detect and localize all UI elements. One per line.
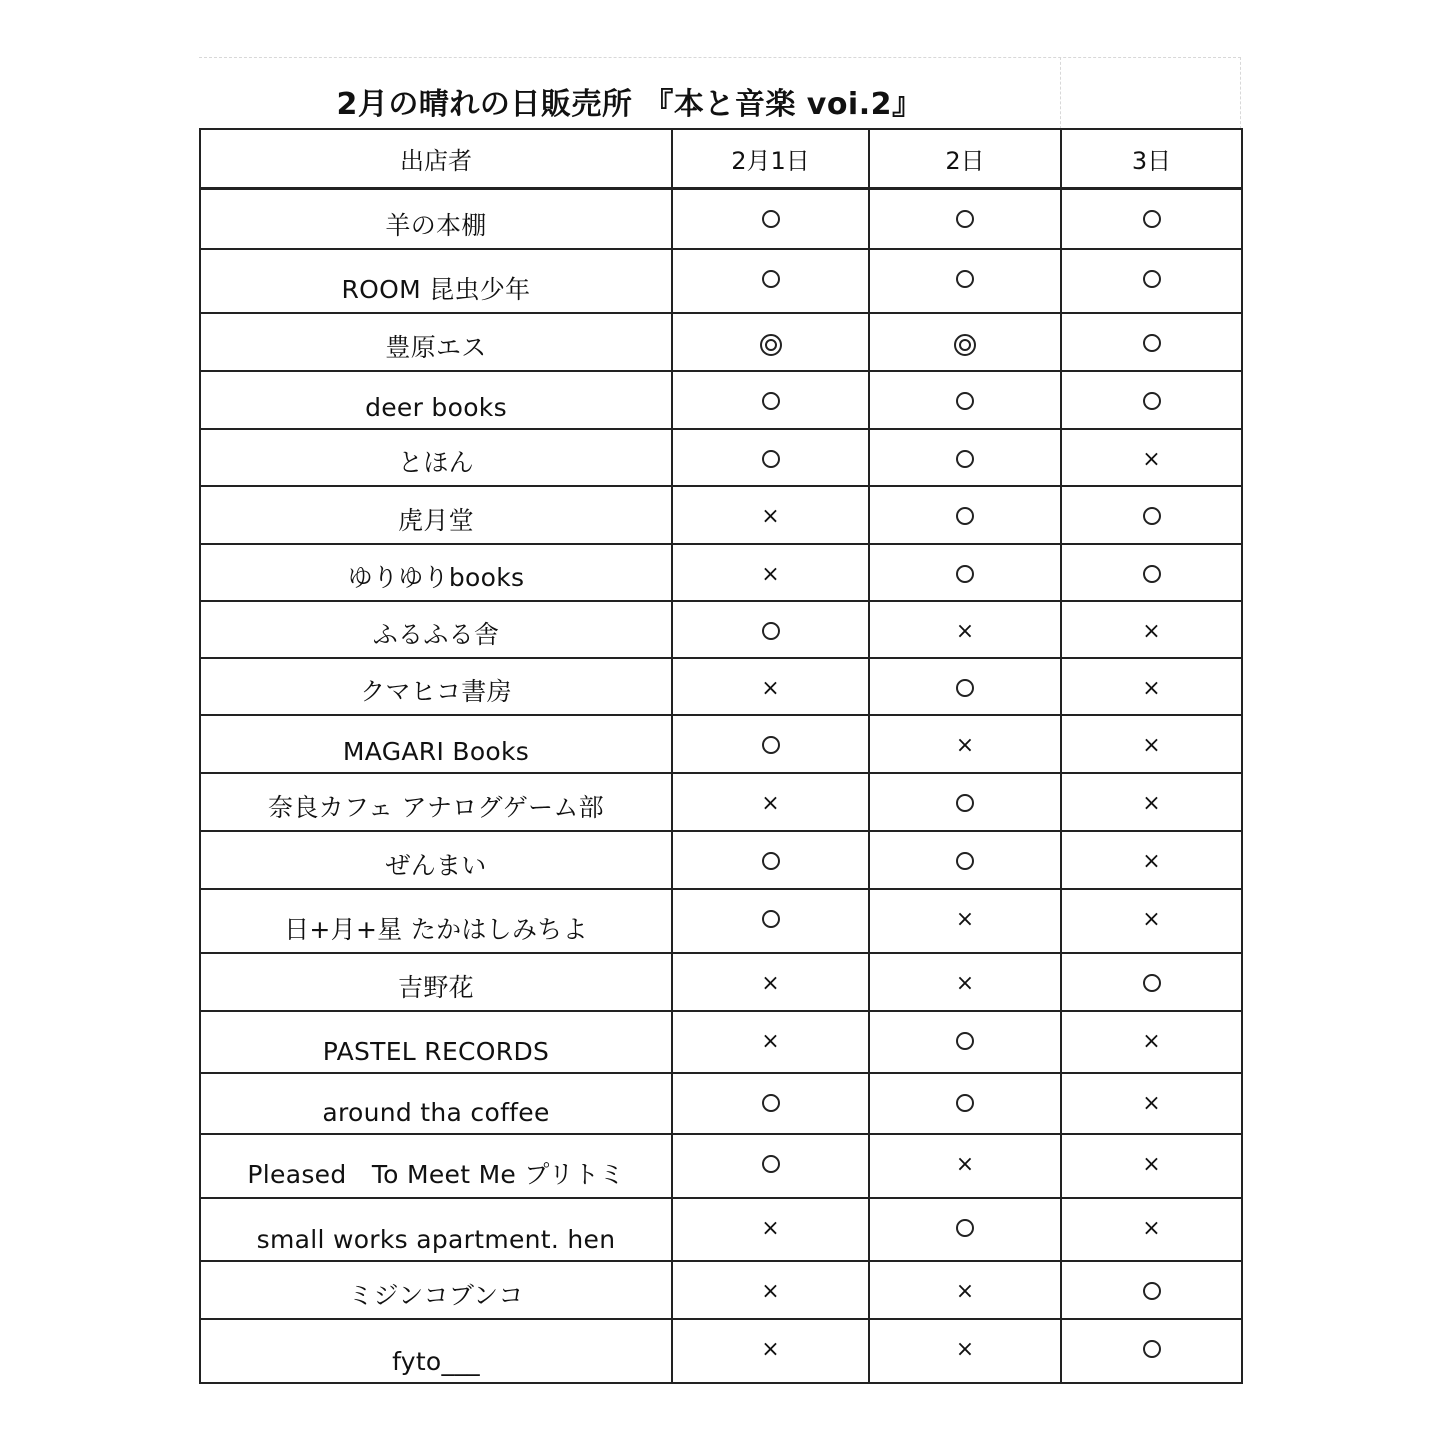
circle-mark bbox=[956, 565, 974, 583]
attendance-day-3-cell bbox=[1061, 1011, 1242, 1073]
attendance-day-3-cell bbox=[1061, 1134, 1242, 1198]
attendance-day-3-cell bbox=[1061, 715, 1242, 773]
vendor-name-cell: 奈良カフェ アナログゲーム部 bbox=[200, 773, 672, 831]
attendance-day-3-cell bbox=[1061, 249, 1242, 313]
vendor-name-cell: MAGARI Books bbox=[200, 715, 672, 773]
circle-mark bbox=[762, 450, 780, 468]
cross-mark: × bbox=[955, 970, 975, 996]
cross-mark: × bbox=[761, 790, 780, 816]
table-row bbox=[200, 831, 1242, 889]
cross-mark: × bbox=[1142, 848, 1161, 874]
attendance-day-2-cell bbox=[869, 601, 1061, 658]
attendance-day-3-cell bbox=[1061, 1261, 1242, 1319]
attendance-day-3-cell bbox=[1061, 189, 1242, 249]
cross-mark: × bbox=[761, 1028, 780, 1054]
attendance-day-2-cell bbox=[869, 953, 1061, 1011]
double-circle-mark bbox=[954, 334, 976, 356]
attendance-day-1-cell bbox=[672, 1261, 869, 1319]
table-row bbox=[200, 1011, 1242, 1073]
table-row bbox=[200, 544, 1242, 601]
double-circle-mark bbox=[760, 334, 782, 356]
vendor-name-cell: small works apartment. hen bbox=[200, 1198, 672, 1261]
cross-mark: × bbox=[1142, 1090, 1161, 1116]
circle-mark bbox=[956, 1094, 974, 1112]
attendance-day-2-cell bbox=[869, 371, 1061, 429]
table-row bbox=[200, 189, 1242, 249]
circle-mark bbox=[762, 852, 780, 870]
circle-mark bbox=[956, 852, 974, 870]
attendance-day-3-cell bbox=[1061, 953, 1242, 1011]
attendance-day-3-cell bbox=[1061, 1198, 1242, 1261]
attendance-day-1-cell bbox=[672, 544, 869, 601]
attendance-day-3-cell bbox=[1061, 773, 1242, 831]
cross-mark: × bbox=[955, 1151, 975, 1177]
header-day-3: 3日 bbox=[1061, 129, 1242, 189]
vendor-name-cell: 虎月堂 bbox=[200, 486, 672, 544]
circle-mark bbox=[1143, 565, 1161, 583]
attendance-day-3-cell bbox=[1061, 889, 1242, 953]
attendance-day-2-cell bbox=[869, 1134, 1061, 1198]
gridline-vertical-2 bbox=[1240, 57, 1241, 129]
attendance-day-2-cell bbox=[869, 544, 1061, 601]
circle-mark bbox=[1143, 1282, 1161, 1300]
table-row bbox=[200, 889, 1242, 953]
attendance-day-2-cell bbox=[869, 1261, 1061, 1319]
table-row bbox=[200, 1261, 1242, 1319]
attendance-day-1-cell bbox=[672, 1011, 869, 1073]
vendor-name-cell: 豊原エス bbox=[200, 313, 672, 371]
circle-mark bbox=[762, 210, 780, 228]
circle-mark bbox=[956, 270, 974, 288]
table-row bbox=[200, 371, 1242, 429]
circle-mark bbox=[762, 392, 780, 410]
vendor-schedule-table bbox=[199, 128, 1243, 1384]
cross-mark: × bbox=[955, 1336, 975, 1362]
cross-mark: × bbox=[1142, 1151, 1161, 1177]
attendance-day-3-cell bbox=[1061, 601, 1242, 658]
attendance-day-3-cell bbox=[1061, 1073, 1242, 1134]
attendance-day-2-cell bbox=[869, 658, 1061, 715]
attendance-day-2-cell bbox=[869, 1011, 1061, 1073]
attendance-day-2-cell bbox=[869, 249, 1061, 313]
attendance-day-3-cell bbox=[1061, 658, 1242, 715]
cross-mark: × bbox=[1142, 675, 1161, 701]
attendance-day-1-cell bbox=[672, 429, 869, 486]
circle-mark bbox=[956, 794, 974, 812]
cross-mark: × bbox=[955, 1278, 975, 1304]
attendance-day-1-cell bbox=[672, 313, 869, 371]
cross-mark: × bbox=[761, 970, 780, 996]
attendance-day-1-cell bbox=[672, 601, 869, 658]
circle-mark bbox=[1143, 507, 1161, 525]
attendance-day-3-cell bbox=[1061, 544, 1242, 601]
attendance-day-1-cell bbox=[672, 1134, 869, 1198]
circle-mark bbox=[762, 622, 780, 640]
gridline-top bbox=[199, 57, 1241, 58]
attendance-day-3-cell bbox=[1061, 831, 1242, 889]
circle-mark bbox=[956, 679, 974, 697]
circle-mark bbox=[762, 910, 780, 928]
attendance-day-1-cell bbox=[672, 486, 869, 544]
attendance-day-2-cell bbox=[869, 715, 1061, 773]
cross-mark: × bbox=[761, 1336, 780, 1362]
attendance-day-2-cell bbox=[869, 773, 1061, 831]
vendor-name-cell: ふるふる舎 bbox=[200, 601, 672, 658]
attendance-day-1-cell bbox=[672, 189, 869, 249]
table-row bbox=[200, 773, 1242, 831]
cross-mark: × bbox=[761, 503, 780, 529]
attendance-day-1-cell bbox=[672, 715, 869, 773]
table-row bbox=[200, 313, 1242, 371]
vendor-name-cell: ゆりゆりbooks bbox=[200, 544, 672, 601]
header-day-1: 2月1日 bbox=[672, 129, 869, 189]
cross-mark: × bbox=[761, 1215, 780, 1241]
cross-mark: × bbox=[1142, 906, 1161, 932]
circle-mark bbox=[1143, 392, 1161, 410]
attendance-day-1-cell bbox=[672, 658, 869, 715]
circle-mark bbox=[762, 1094, 780, 1112]
vendor-name-cell: 吉野花 bbox=[200, 953, 672, 1011]
vendor-name-cell: ROOM 昆虫少年 bbox=[200, 249, 672, 313]
vendor-name-cell: 羊の本棚 bbox=[200, 189, 672, 249]
cross-mark: × bbox=[1142, 732, 1161, 758]
attendance-day-2-cell bbox=[869, 1319, 1061, 1383]
circle-mark bbox=[762, 270, 780, 288]
header-vendor: 出店者 bbox=[200, 129, 672, 189]
attendance-day-3-cell bbox=[1061, 1319, 1242, 1383]
vendor-name-cell: PASTEL RECORDS bbox=[200, 1011, 672, 1073]
cross-mark: × bbox=[955, 732, 975, 758]
cross-mark: × bbox=[1142, 790, 1161, 816]
attendance-day-2-cell bbox=[869, 486, 1061, 544]
vendor-name-cell: deer books bbox=[200, 371, 672, 429]
attendance-day-1-cell bbox=[672, 1073, 869, 1134]
circle-mark bbox=[1143, 974, 1161, 992]
table-row bbox=[200, 486, 1242, 544]
circle-mark bbox=[956, 450, 974, 468]
vendor-name-cell: fyto___ bbox=[200, 1319, 672, 1383]
attendance-day-3-cell bbox=[1061, 486, 1242, 544]
attendance-day-2-cell bbox=[869, 831, 1061, 889]
attendance-day-2-cell bbox=[869, 1073, 1061, 1134]
cross-mark: × bbox=[1142, 618, 1161, 644]
circle-mark bbox=[1143, 210, 1161, 228]
cross-mark: × bbox=[1142, 446, 1161, 472]
circle-mark bbox=[1143, 334, 1161, 352]
page-title: 2月の晴れの日販売所 『本と音楽 voi.2』 bbox=[336, 87, 923, 122]
table-row bbox=[200, 429, 1242, 486]
vendor-name-cell: とほん bbox=[200, 429, 672, 486]
table-row bbox=[200, 1198, 1242, 1261]
vendor-name-cell: クマヒコ書房 bbox=[200, 658, 672, 715]
attendance-day-1-cell bbox=[672, 371, 869, 429]
table-row bbox=[200, 953, 1242, 1011]
attendance-day-3-cell bbox=[1061, 313, 1242, 371]
attendance-day-2-cell bbox=[869, 1198, 1061, 1261]
vendor-name-cell: 日+月+星 たかはしみちよ bbox=[200, 889, 672, 953]
attendance-day-3-cell bbox=[1061, 429, 1242, 486]
circle-mark bbox=[1143, 1340, 1161, 1358]
circle-mark bbox=[956, 210, 974, 228]
table-body bbox=[200, 189, 1242, 1383]
attendance-day-3-cell bbox=[1061, 371, 1242, 429]
attendance-day-2-cell bbox=[869, 889, 1061, 953]
attendance-day-1-cell bbox=[672, 831, 869, 889]
table-row bbox=[200, 1319, 1242, 1383]
header-row bbox=[200, 129, 1242, 189]
attendance-day-2-cell bbox=[869, 189, 1061, 249]
vendor-name-cell: Pleased To Meet Me プリトミ bbox=[200, 1134, 672, 1198]
circle-mark bbox=[762, 1155, 780, 1173]
vendor-name-cell: around tha coffee bbox=[200, 1073, 672, 1134]
table-row bbox=[200, 601, 1242, 658]
circle-mark bbox=[956, 507, 974, 525]
cross-mark: × bbox=[1142, 1215, 1161, 1241]
attendance-day-1-cell bbox=[672, 1319, 869, 1383]
vendor-name-cell: ぜんまい bbox=[200, 831, 672, 889]
circle-mark bbox=[956, 1032, 974, 1050]
circle-mark bbox=[1143, 270, 1161, 288]
header-day-2: 2日 bbox=[869, 129, 1061, 189]
attendance-day-2-cell bbox=[869, 313, 1061, 371]
cross-mark: × bbox=[1142, 1028, 1161, 1054]
cross-mark: × bbox=[761, 561, 780, 587]
attendance-day-1-cell bbox=[672, 953, 869, 1011]
attendance-day-1-cell bbox=[672, 249, 869, 313]
attendance-day-1-cell bbox=[672, 1198, 869, 1261]
cross-mark: × bbox=[955, 906, 975, 932]
attendance-day-1-cell bbox=[672, 773, 869, 831]
attendance-day-2-cell bbox=[869, 429, 1061, 486]
circle-mark bbox=[956, 1219, 974, 1237]
cross-mark: × bbox=[955, 618, 975, 644]
circle-mark bbox=[956, 392, 974, 410]
table-row bbox=[200, 1073, 1242, 1134]
table-row bbox=[200, 715, 1242, 773]
vendor-name-cell: ミジンコブンコ bbox=[200, 1261, 672, 1319]
gridline-vertical-1 bbox=[1060, 57, 1061, 129]
table-row bbox=[200, 249, 1242, 313]
attendance-day-1-cell bbox=[672, 889, 869, 953]
table-row bbox=[200, 1134, 1242, 1198]
table-row bbox=[200, 658, 1242, 715]
cross-mark: × bbox=[761, 1278, 780, 1304]
circle-mark bbox=[762, 736, 780, 754]
cross-mark: × bbox=[761, 675, 780, 701]
